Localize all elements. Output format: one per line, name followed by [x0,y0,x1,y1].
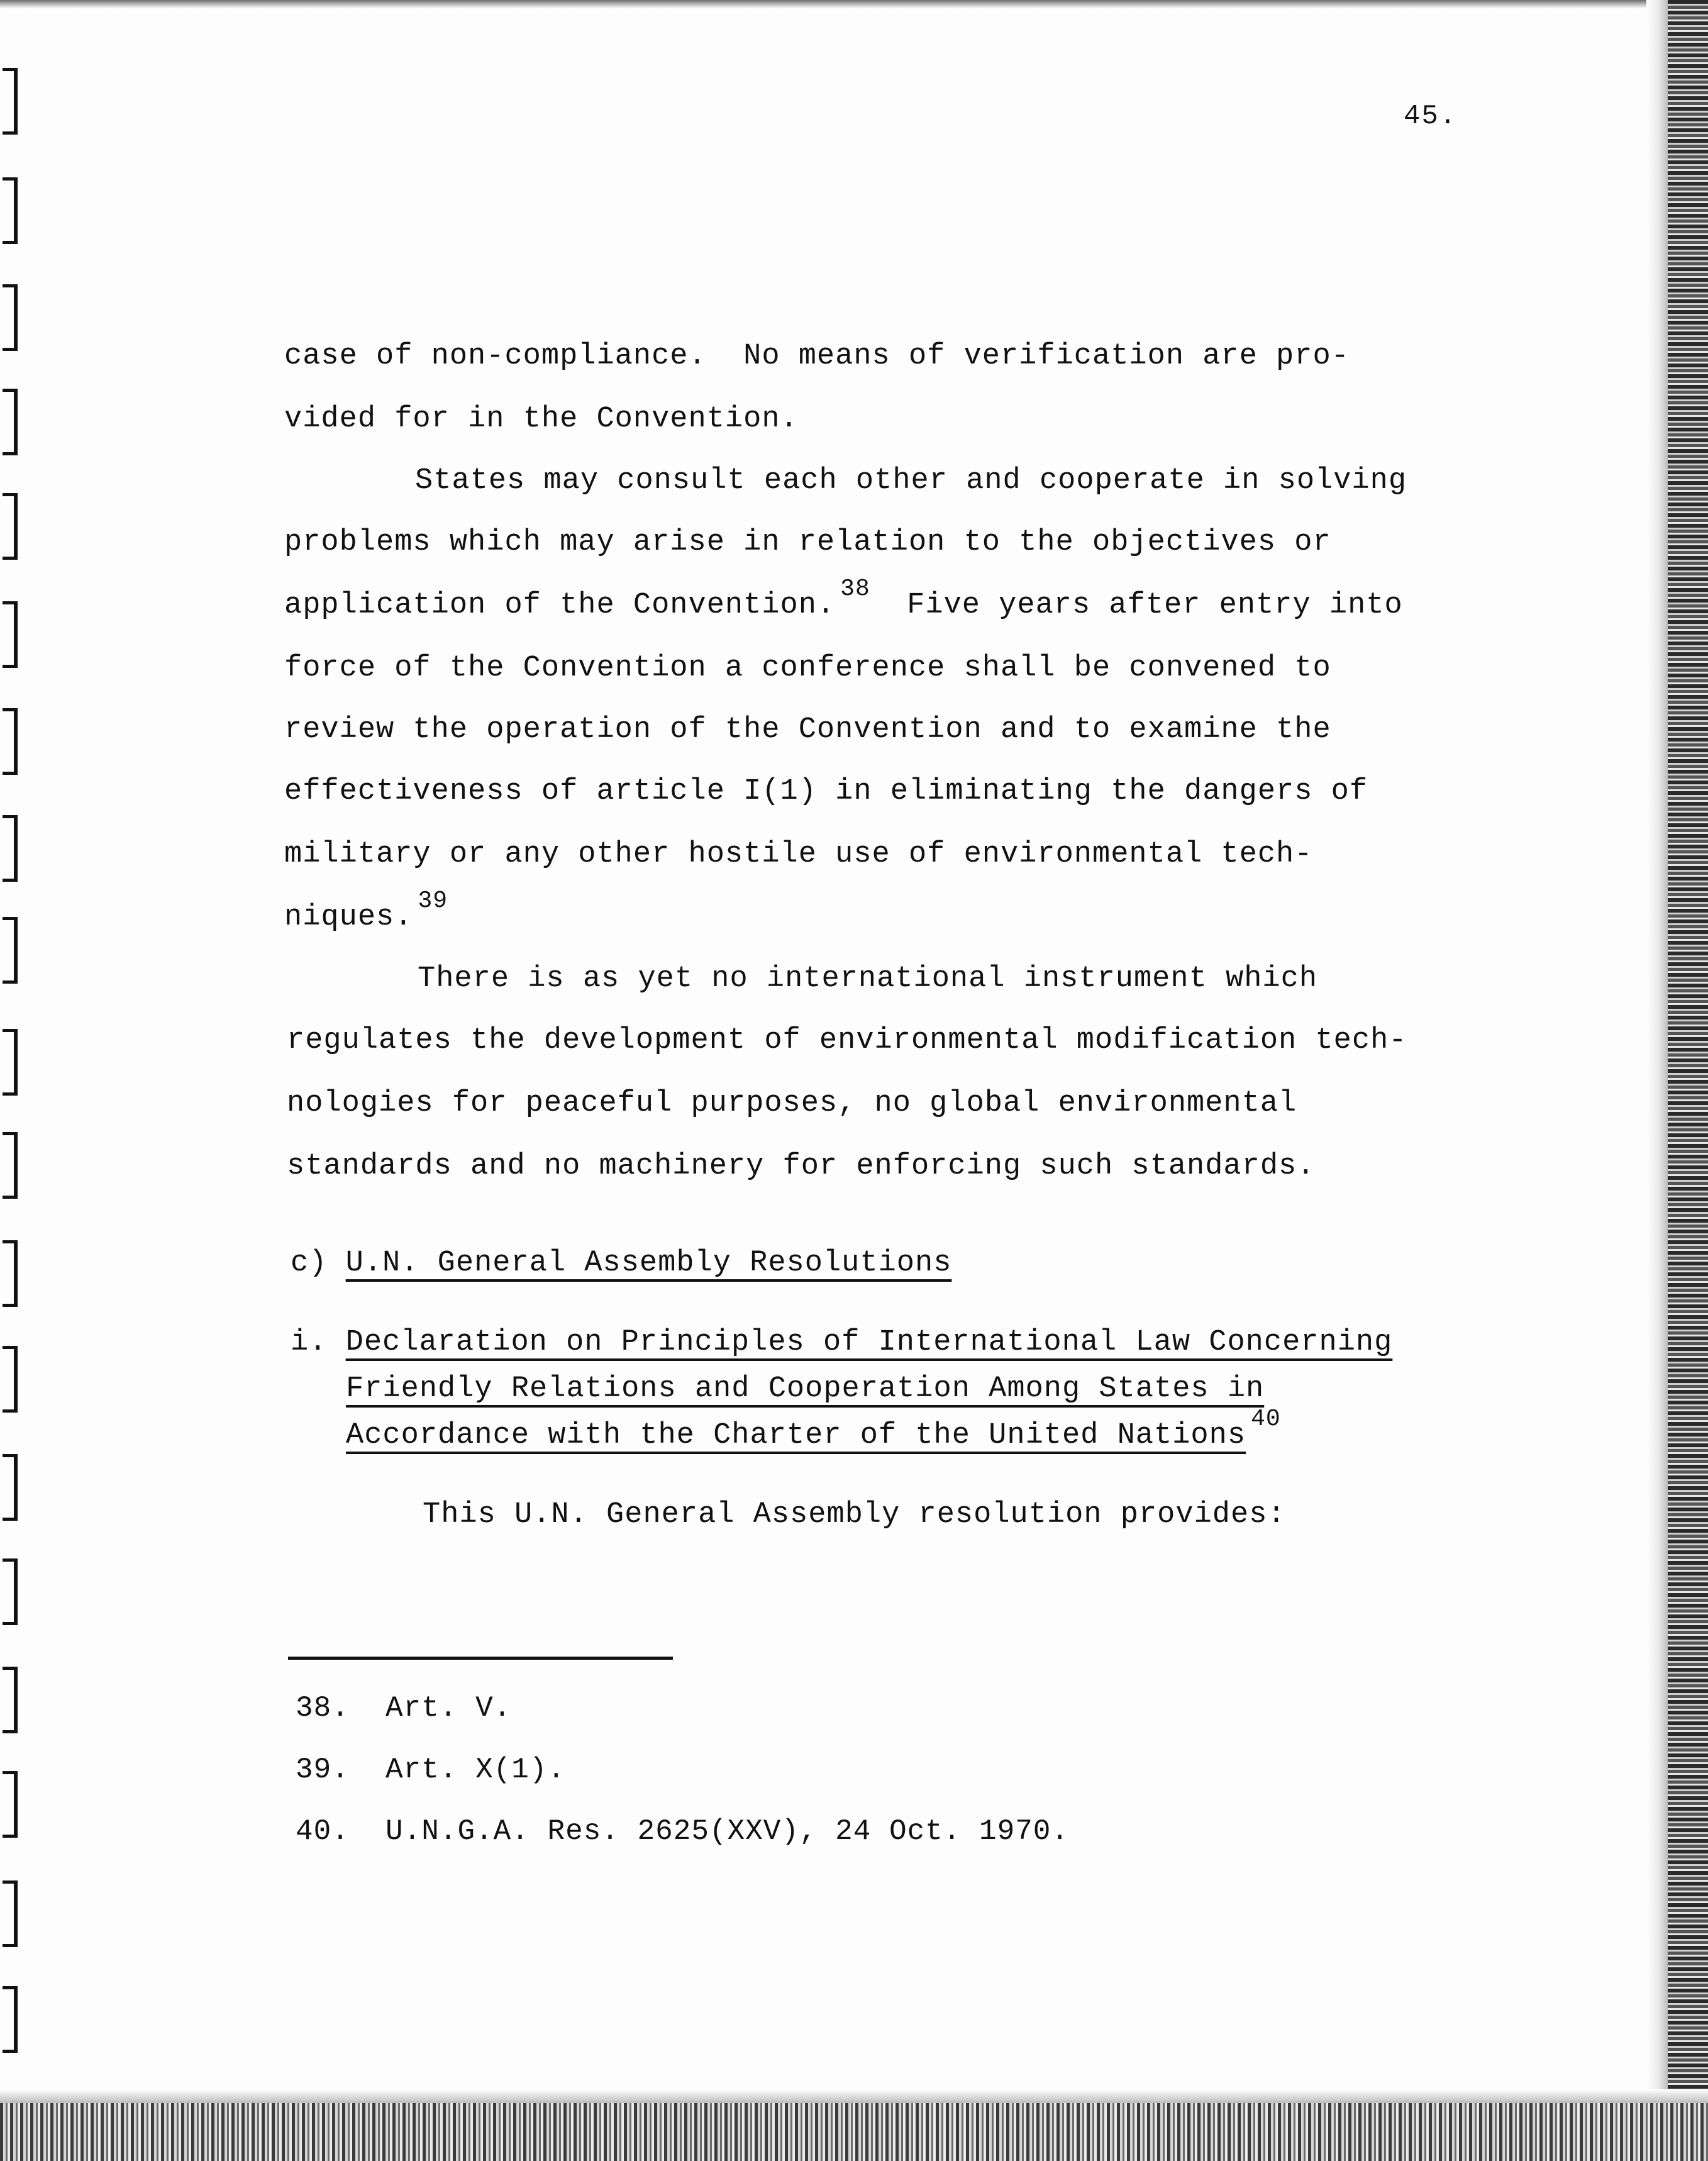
body-text-line: nologies for peaceful purposes, no global environmental [287,1087,1297,1120]
scan-edge-top [0,0,1708,9]
body-text-line: review the operation of the Convention and to examine the [284,713,1331,747]
binder-bracket [3,917,18,984]
footnote-text: U.N.G.A. Res. 2625(XXV), 24 Oct. 1970. [385,1815,1070,1848]
body-text-line: This U.N. General Assembly resolution provides: [423,1498,1286,1531]
footnote-text: Art. X(1). [385,1753,566,1786]
footnote-ref-39: 39 [418,887,448,914]
body-text-line: standards and no machinery for enforcing such standards. [287,1150,1316,1183]
body-text-line [284,887,448,934]
binder-bracket [3,601,18,668]
body-text-line: effectiveness of article I(1) in eliminating the dangers of [284,775,1368,808]
binder-bracket [3,1132,18,1199]
binder-bracket [3,493,18,560]
body-text-line: problems which may arise in relation to the objectives or [284,526,1331,559]
binder-bracket [3,389,18,455]
footnote-number: 39. [296,1753,350,1786]
binder-bracket [3,708,18,775]
binder-bracket [3,177,18,244]
body-text-line: vided for in the Convention. [284,403,799,436]
binder-bracket [3,1346,18,1413]
footnote [296,1815,1069,1848]
scan-edge-bottom [0,2103,1708,2161]
subsection-title-line: Accordance with the Charter of the United Nations [346,1419,1246,1452]
body-text-line: case of non-compliance. No means of verification are pro- [284,340,1350,373]
scan-edge-bottom-shadow [0,2089,1708,2103]
subsection-title-line: Declaration on Principles of International Law Concerning [345,1326,1393,1359]
scan-edge-right [1668,0,1708,2161]
footnote-ref-38: 38 [840,575,870,603]
footnote-number: 38. [296,1692,350,1725]
binder-bracket [3,1667,18,1733]
footnote-ref-40: 40 [1251,1406,1281,1433]
binder-bracket [3,68,18,135]
body-text-line: force of the Convention a conference shall be convened to [284,652,1331,685]
subsection-heading-line [346,1406,1281,1452]
binder-bracket [3,284,18,351]
body-text-line [284,575,1403,622]
section-heading [291,1247,951,1280]
binder-bracket [3,1880,18,1947]
binder-bracket [3,1771,18,1838]
body-text-segment: application of the Convention. [284,589,836,622]
footnote-text: Art. V. [385,1692,512,1725]
binder-bracket [3,1454,18,1521]
section-title: U.N. General Assembly Resolutions [345,1247,952,1280]
footnote-separator [288,1657,673,1660]
binder-bracket [3,1240,18,1307]
subsection-heading-line [291,1326,1392,1359]
binder-bracket [3,1558,18,1625]
body-text-segment: Five years after entry into [870,589,1403,622]
scan-edge-right-shadow [1646,0,1668,2161]
body-text-line: regulates the development of environmental modification tech- [287,1024,1407,1057]
binder-bracket [3,1986,18,2053]
subsection-marker: i. [291,1326,328,1359]
page-number: 45. [1404,101,1458,132]
section-marker: c) [291,1247,328,1280]
subsection-heading-line [346,1372,1264,1406]
binder-bracket [3,815,18,882]
body-text-segment: niques. [284,901,413,934]
footnote-number: 40. [296,1815,350,1848]
body-text-line: States may consult each other and cooperate in solving [415,464,1407,497]
footnote [296,1753,565,1786]
binder-bracket [3,1029,18,1096]
footnote [296,1692,511,1725]
body-text-line: There is as yet no international instrument which [418,962,1318,996]
subsection-title-line: Friendly Relations and Cooperation Among States in [346,1372,1265,1406]
body-text-line: military or any other hostile use of environmental tech- [284,838,1313,871]
